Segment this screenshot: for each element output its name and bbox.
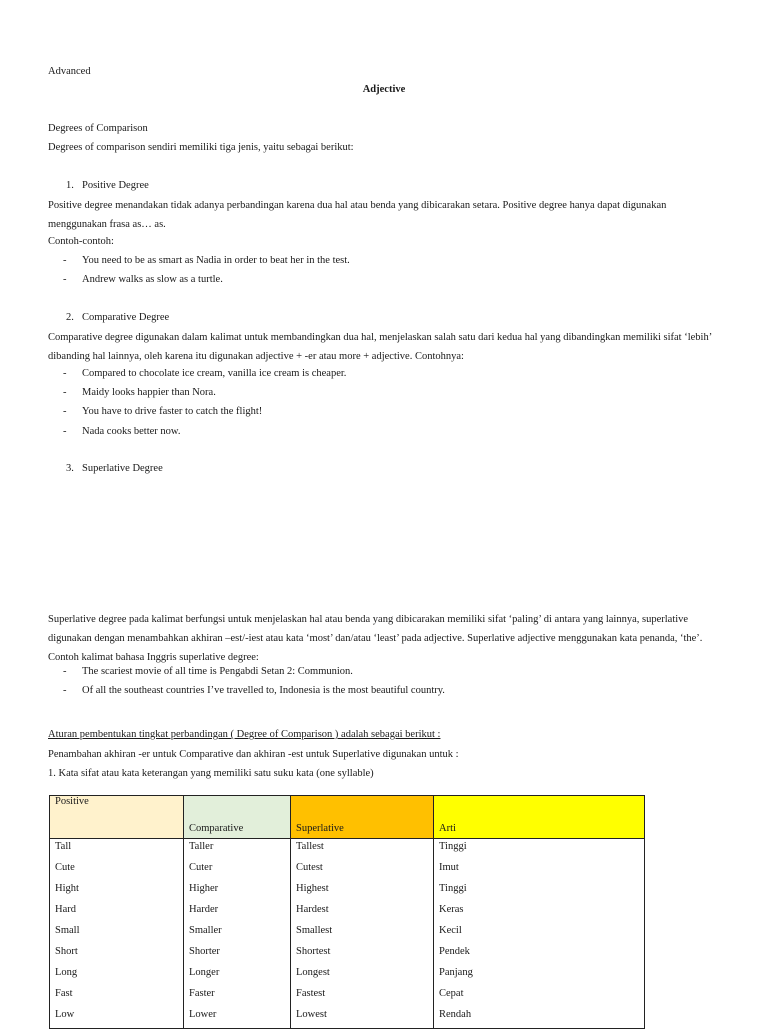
cell-positive: Hight bbox=[50, 881, 184, 902]
cell-comparative: Smaller bbox=[184, 923, 291, 944]
cell-superlative: Longest bbox=[291, 965, 434, 986]
cell-arti: Keras bbox=[434, 902, 645, 923]
comparison-table bbox=[49, 795, 645, 1029]
cell-superlative: Cutest bbox=[291, 860, 434, 881]
cell-positive: Low bbox=[50, 1007, 184, 1029]
cell-positive: Long bbox=[50, 965, 184, 986]
cell-arti: Tinggi bbox=[434, 839, 645, 861]
cell-arti: Imut bbox=[434, 860, 645, 881]
bullet-dash: - bbox=[63, 406, 67, 417]
cell-positive: Cute bbox=[50, 860, 184, 881]
cell-superlative: Shortest bbox=[291, 944, 434, 965]
table-row bbox=[50, 923, 645, 944]
superlative-description: Superlative degree pada kalimat berfungsi untuk menjelaskan hal atau benda yang dibicarakan memiliki sifat ‘paling’ di antara yang lainnya, superlative digunakan dengan menambahkan akhiran –est/-iest atau kata ‘most’ dan/atau ‘least’ pada adjective. Superlative adjective menggunakan kata penanda, ‘the’. Contoh kalimat bahasa Inggris superlative degree: bbox=[48, 614, 703, 663]
header-positive-label: Positive bbox=[55, 796, 89, 807]
bullet-dash: - bbox=[63, 685, 67, 696]
list-item: Compared to chocolate ice cream, vanilla ice cream is cheaper. bbox=[82, 368, 347, 379]
bullet-dash: - bbox=[63, 255, 67, 266]
cell-comparative: Harder bbox=[184, 902, 291, 923]
bullet-dash: - bbox=[63, 426, 67, 437]
level-label: Advanced bbox=[48, 66, 91, 77]
header-arti bbox=[434, 796, 645, 839]
list-item: Andrew walks as slow as a turtle. bbox=[82, 274, 223, 285]
cell-positive: Fast bbox=[50, 986, 184, 1007]
header-arti-label: Arti bbox=[439, 823, 456, 834]
cell-superlative: Fastest bbox=[291, 986, 434, 1007]
table-row bbox=[50, 902, 645, 923]
bullet-dash: - bbox=[63, 274, 67, 285]
table-row bbox=[50, 965, 645, 986]
positive-title: Positive Degree bbox=[82, 180, 149, 191]
cell-positive: Tall bbox=[50, 839, 184, 861]
comparative-number: 2. bbox=[66, 312, 74, 323]
cell-superlative: Highest bbox=[291, 881, 434, 902]
bullet-dash: - bbox=[63, 368, 67, 379]
table-row bbox=[50, 881, 645, 902]
header-comparative-label: Comparative bbox=[189, 823, 244, 834]
page-title: Adjective bbox=[362, 84, 406, 95]
header-superlative-label: Superlative bbox=[296, 823, 344, 834]
comparative-description: Comparative degree digunakan dalam kalimat untuk membandingkan dua hal, menjelaskan salah satu dari kedua hal yang dibandingkan memiliki sifat ‘lebih’ dibanding hal lainnya, oleh karena itu digunakan adjective + -er atau more + adjective. Contohnya: bbox=[48, 332, 712, 362]
table-header-row bbox=[50, 796, 645, 839]
table-row bbox=[50, 860, 645, 881]
header-superlative bbox=[291, 796, 434, 839]
intro-heading: Degrees of Comparison bbox=[48, 123, 148, 134]
cell-comparative: Cuter bbox=[184, 860, 291, 881]
positive-number: 1. bbox=[66, 180, 74, 191]
comparative-title: Comparative Degree bbox=[82, 312, 170, 323]
positive-examples-label: Contoh-contoh: bbox=[48, 236, 114, 247]
cell-comparative: Taller bbox=[184, 839, 291, 861]
cell-arti: Rendah bbox=[434, 1007, 645, 1029]
rules-heading: Aturan pembentukan tingkat perbandingan ( Degree of Comparison ) adalah sebagai berikut : bbox=[48, 729, 441, 740]
superlative-title: Superlative Degree bbox=[82, 463, 163, 474]
table-row bbox=[50, 986, 645, 1007]
cell-comparative: Longer bbox=[184, 965, 291, 986]
header-comparative bbox=[184, 796, 291, 839]
positive-description: Positive degree menandakan tidak adanya perbandingan karena dua hal atau benda yang dibicarakan setara. Positive degree hanya dapat digunakan menggunakan frasa as… as. bbox=[48, 200, 667, 230]
cell-positive: Hard bbox=[50, 902, 184, 923]
rules-line-2: 1. Kata sifat atau kata keterangan yang memiliki satu suku kata (one syllable) bbox=[48, 768, 374, 779]
intro-text: Degrees of comparison sendiri memiliki tiga jenis, yaitu sebagai berikut: bbox=[48, 142, 354, 153]
cell-superlative: Smallest bbox=[291, 923, 434, 944]
cell-comparative: Higher bbox=[184, 881, 291, 902]
cell-superlative: Hardest bbox=[291, 902, 434, 923]
table-row bbox=[50, 1007, 645, 1029]
list-item: Nada cooks better now. bbox=[82, 426, 181, 437]
cell-positive: Short bbox=[50, 944, 184, 965]
cell-arti: Pendek bbox=[434, 944, 645, 965]
list-item: You need to be as smart as Nadia in order to beat her in the test. bbox=[82, 255, 350, 266]
cell-comparative: Shorter bbox=[184, 944, 291, 965]
rules-line-1: Penambahan akhiran -er untuk Comparative dan akhiran -est untuk Superlative digunakan untuk : bbox=[48, 749, 459, 760]
cell-comparative: Faster bbox=[184, 986, 291, 1007]
cell-superlative: Tallest bbox=[291, 839, 434, 861]
table-row bbox=[50, 839, 645, 861]
list-item: The scariest movie of all time is Pengabdi Setan 2: Communion. bbox=[82, 666, 353, 677]
bullet-dash: - bbox=[63, 666, 67, 677]
list-item: Maidy looks happier than Nora. bbox=[82, 387, 216, 398]
cell-comparative: Lower bbox=[184, 1007, 291, 1029]
cell-superlative: Lowest bbox=[291, 1007, 434, 1029]
list-item: Of all the southeast countries I’ve travelled to, Indonesia is the most beautiful country. bbox=[82, 685, 445, 696]
header-positive bbox=[50, 796, 184, 839]
cell-arti: Cepat bbox=[434, 986, 645, 1007]
cell-arti: Kecil bbox=[434, 923, 645, 944]
cell-positive: Small bbox=[50, 923, 184, 944]
table-row bbox=[50, 944, 645, 965]
bullet-dash: - bbox=[63, 387, 67, 398]
cell-arti: Panjang bbox=[434, 965, 645, 986]
list-item: You have to drive faster to catch the flight! bbox=[82, 406, 263, 417]
superlative-number: 3. bbox=[66, 463, 74, 474]
cell-arti: Tinggi bbox=[434, 881, 645, 902]
